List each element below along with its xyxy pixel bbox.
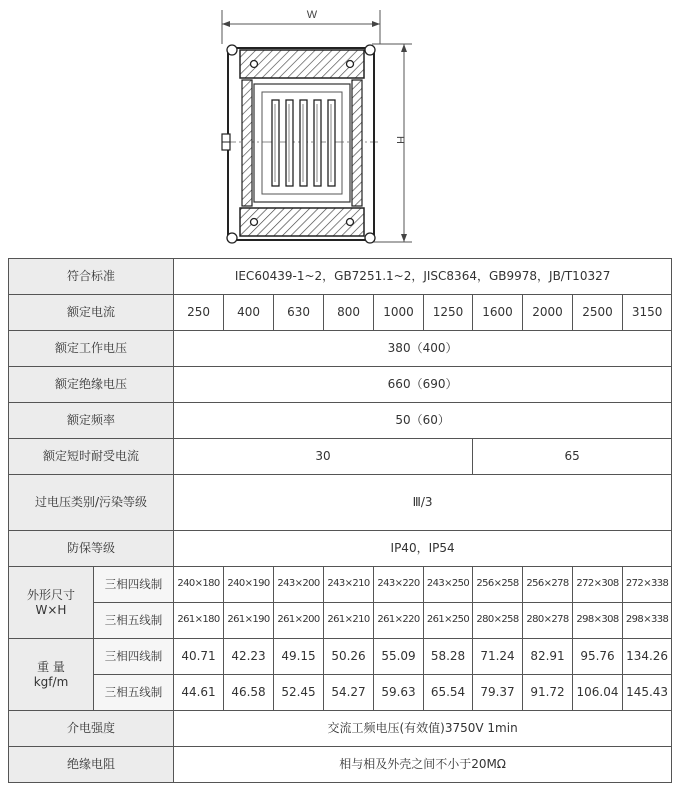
short-time-current-value: 65 [473,439,672,475]
dimensions-row-label: 三相四线制 [94,567,174,603]
dimensions-label [9,567,94,639]
busway-cross-section-diagram [0,0,680,258]
weight-value: 44.61 [174,675,224,711]
dimension-value: 243×210 [324,567,374,603]
overvoltage-label: 过电压类别/污染等级 [9,475,174,531]
row-working-voltage [9,331,672,367]
weight-value: 46.58 [224,675,274,711]
dimension-value: 298×338 [623,603,672,639]
weight-value: 145.43 [623,675,672,711]
weight-value: 95.76 [573,639,623,675]
weight-row-label: 三相四线制 [94,639,174,675]
weight-label [9,639,94,711]
weight-value: 52.45 [274,675,324,711]
insulation-resistance-label: 绝缘电阻 [9,747,174,783]
dimension-value: 240×190 [224,567,274,603]
insulation-resistance-value: 相与相及外壳之间不小于20MΩ [174,747,672,783]
row-standards [9,259,672,295]
side-bolt [222,134,230,150]
row-dimensions-4wire [9,567,672,603]
row-dielectric [9,711,672,747]
weight-label-line2: kgf/m [33,674,69,689]
weight-value: 71.24 [473,639,523,675]
row-rated-current [9,295,672,331]
insulation-voltage-label: 额定绝缘电压 [9,367,174,403]
weight-value: 55.09 [374,639,424,675]
weight-value: 42.23 [224,639,274,675]
protection-value: IP40，IP54 [174,531,672,567]
rated-current-value: 630 [274,295,324,331]
dimension-value: 261×200 [274,603,324,639]
dimensions-label-line2: W×H [35,602,67,617]
dimension-value: 298×308 [573,603,623,639]
frequency-value: 50（60） [174,403,672,439]
dimension-value: 256×278 [523,567,573,603]
dimension-value: 261×210 [324,603,374,639]
protection-label: 防保等级 [9,531,174,567]
weight-value: 58.28 [424,639,473,675]
rated-current-value: 1250 [424,295,473,331]
row-weight-4wire [9,639,672,675]
rated-current-value: 2000 [523,295,573,331]
busbars [272,100,335,186]
rated-current-value: 250 [174,295,224,331]
rated-current-value: 1000 [374,295,424,331]
dimension-value: 272×338 [623,567,672,603]
dimension-value: 280×278 [523,603,573,639]
width-label: W [306,9,318,21]
weight-value: 65.54 [424,675,473,711]
rated-current-value: 3150 [623,295,672,331]
row-frequency [9,403,672,439]
row-short-time-current [9,439,672,475]
dimension-value: 243×220 [374,567,424,603]
frequency-label: 额定频率 [9,403,174,439]
dimension-value: 280×258 [473,603,523,639]
insulation-voltage-value: 660（690） [174,367,672,403]
weight-label-line1: 重 量 [37,659,65,674]
weight-value: 134.26 [623,639,672,675]
weight-value: 91.72 [523,675,573,711]
dimension-value: 240×180 [174,567,224,603]
row-insulation-voltage [9,367,672,403]
dimension-value: 243×250 [424,567,473,603]
row-overvoltage [9,475,672,531]
weight-value: 49.15 [274,639,324,675]
row-weight-5wire [9,675,672,711]
spec-table [8,258,672,783]
standards-value: IEC60439-1~2，GB7251.1~2，JISC8364，GB9978，JB/T10327 [174,259,672,295]
height-label: H [394,136,406,144]
weight-row-label: 三相五线制 [94,675,174,711]
overvoltage-value: Ⅲ/3 [174,475,672,531]
rated-current-value: 400 [224,295,274,331]
short-time-current-value: 30 [174,439,473,475]
short-time-current-label: 额定短时耐受电流 [9,439,174,475]
working-voltage-value: 380（400） [174,331,672,367]
row-dimensions-5wire [9,603,672,639]
weight-value: 50.26 [324,639,374,675]
dimension-value: 261×180 [174,603,224,639]
row-protection [9,531,672,567]
dimensions-label-line1: 外形尺寸 [26,587,75,602]
standards-label: 符合标准 [9,259,174,295]
dimensions-row-label: 三相五线制 [94,603,174,639]
row-insulation-resistance [9,747,672,783]
dimension-value: 243×200 [274,567,324,603]
weight-value: 82.91 [523,639,573,675]
dimension-value: 272×308 [573,567,623,603]
dielectric-value: 交流工频电压(有效值)3750V 1min [174,711,672,747]
dimension-value: 261×220 [374,603,424,639]
dielectric-label: 介电强度 [9,711,174,747]
weight-value: 79.37 [473,675,523,711]
working-voltage-label: 额定工作电压 [9,331,174,367]
dimension-value: 261×250 [424,603,473,639]
rated-current-value: 1600 [473,295,523,331]
weight-value: 106.04 [573,675,623,711]
height-dimension [372,44,412,242]
rated-current-label: 额定电流 [9,295,174,331]
width-dimension [222,9,380,44]
dimension-value: 261×190 [224,603,274,639]
weight-value: 54.27 [324,675,374,711]
rated-current-value: 800 [324,295,374,331]
dimension-value: 256×258 [473,567,523,603]
rated-current-value: 2500 [573,295,623,331]
weight-value: 59.63 [374,675,424,711]
weight-value: 40.71 [174,639,224,675]
